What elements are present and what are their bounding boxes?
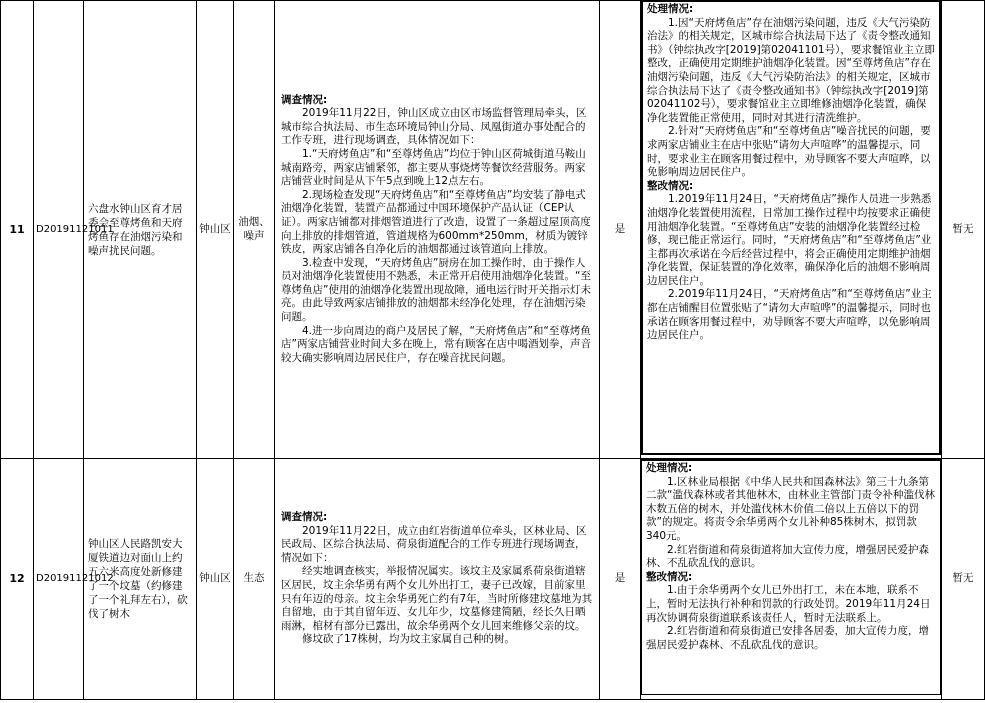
survey-cell	[275, 459, 600, 700]
handling-paragraph: 1.区林业局根据《中华人民共和国森林法》第三十九条第二款“滥伐森林或者其他林木，由林业主管部门责令补种滥伐林木数五倍的树木，并处滥伐林木价值二倍以上五倍以下的罚款”的规定。将责令余华勇两个女儿补种85株树木，拟罚款340元。	[646, 475, 935, 542]
complaint-issue: 钟山区人民路凯安大厦铁道边对面山上约五六米高度处新修建了一个坟墓（约修建了一个礼拜左右），砍伐了树木	[84, 459, 197, 700]
pollution-type: 生态	[234, 459, 275, 700]
survey-paragraph: 2019年11月22日，成立由红岩街道单位牵头，区林业局、区民政局、区综合执法局、荷泉街道配合的工作专班进行现场调查，情况如下：	[281, 524, 587, 564]
handling-cell[interactable]	[641, 1, 942, 459]
district: 钟山区	[197, 459, 234, 700]
status: 暂无	[942, 1, 985, 459]
rectify-paragraph: 2.2019年11月24日，“天府烤鱼店”和“至尊烤鱼店”业主都在店铺醒目位置张贴了“请勿大声喧哗”的温馨提示，同时也承诺在顾客用餐过程中，劝导顾客不要大声喧哗，以免影响周边居民住户。	[647, 288, 932, 342]
complaint-code: D20191121012	[34, 459, 84, 700]
survey-paragraph: 修坟砍了17株树，均为坟主家属自己种的树。	[302, 633, 515, 646]
survey-cell	[275, 1, 600, 459]
rectify-paragraph: 1.2019年11月24日，“天府烤鱼店”操作人员进一步熟悉油烟净化装置使用流程，日常加工操作过程中均按要求正确使用油烟净化装置。“至尊烤鱼店”安装的油烟净化装置经过检修，现已能正常运行。同时，“天府烤鱼店”和“至尊烤鱼店”业主都再次承诺在今后经营过程中，将会正确使用定期维护油烟净化装置，保证装置的净化效率，确保净化后的油烟不影响周边居民住户。	[647, 193, 932, 287]
survey-heading: 调查情况:	[281, 511, 328, 524]
rectify-heading: 整改情况:	[647, 179, 694, 192]
verified-flag: 是	[600, 459, 641, 700]
rectify-heading: 整改情况:	[646, 570, 693, 583]
table-row	[1, 1, 985, 459]
survey-paragraph: 经实地调查核实，举报情况属实。该坟主及家属系荷泉街道辖区居民，坟主余华勇有两个女儿外出打工，妻子已改嫁，目前家里只有年迈的母亲。坟主余华勇死亡约有7年，当时所修建坟墓地为其自留地，由于其自留年迈、女儿年少，坟墓修建简陋，经长久日晒雨淋，棺材有部分已露出，故余华勇两个女儿回来维修父亲的坟。	[281, 565, 593, 632]
handling-paragraph: 2.红岩街道和荷泉街道将加大宣传力度，增强居民爱护森林、不乱砍乱伐的意识。	[646, 543, 930, 570]
handling-box	[641, 459, 941, 695]
handling-heading: 处理情况:	[647, 3, 694, 15]
survey-heading: 调查情况:	[281, 93, 328, 106]
survey-paragraph: 2019年11月22日，钟山区成立由区市场监督管理局牵头，区城市综合执法局、市生态环境局钟山分局、凤凰街道办事处配合的工作专班，进行现场调查，具体情况如下：	[281, 107, 587, 147]
pollution-type: 油烟、噪声	[234, 1, 275, 459]
survey-paragraph: 4.进一步向周边的商户及居民了解，“天府烤鱼店”和“至尊烤鱼店”两家店铺营业时间大多在晚上，常有顾客在店中喝酒划拳，声音较大确实影响周边居民住户，存在噪音扰民问题。	[281, 324, 591, 364]
handling-box	[641, 1, 941, 455]
district: 钟山区	[197, 1, 234, 459]
complaint-code: D20191121011	[34, 1, 84, 459]
row-number: 11	[1, 1, 34, 459]
handling-paragraph: 1.因“天府烤鱼店”存在油烟污染问题，违反《大气污染防治法》的相关规定，区城市综合执法局下达了《责令整改通知书》（钟综执改字[2019]第02041101号），要求餐馆业主立即整改，正确使用定期维护油烟净化装置。因“至尊烤鱼店”存在油烟污染问题，违反《大气污染防治法》的相关规定，区城市综合执法局下达了《责令整改通知书》（钟综执改字[2019]第02041102号），要求餐馆业主立即维修油烟净化装置，确保净化装置能正常使用，同时对其进行清洗维护。	[647, 16, 935, 124]
row-number: 12	[1, 459, 34, 700]
survey-paragraph: 1.“天府烤鱼店”和“至尊烤鱼店”均位于钟山区荷城街道马鞍山城南路旁，两家店铺紧邻，都主要从事烧烤等餐饮经营服务。两家店铺营业时间是从下午5点到晚上12点左右。	[281, 147, 586, 188]
table-row	[1, 459, 985, 700]
survey-paragraph: 3.检查中发现，“天府烤鱼店”厨房在加工操作时，由于操作人员对油烟净化装置使用不熟悉，未正常开启使用油烟净化装置。“至尊烤鱼店”使用的油烟净化装置出现故障，通电运行时开关指示灯未亮。由此导致两家店铺排放的油烟都未经净化处理，存在油烟污染问题。	[281, 256, 591, 324]
handling-cell	[641, 459, 942, 700]
rectify-paragraph: 2.红岩街道和荷泉街道已安排各居委，加大宣传力度，增强居民爱护森林、不乱砍乱伐的意识。	[646, 625, 930, 651]
handling-heading: 处理情况:	[646, 462, 693, 474]
complaint-issue: 六盘水钟山区育才居委会至尊烤鱼和天府烤鱼存在油烟污染和噪声扰民问题。	[84, 1, 197, 459]
status: 暂无	[942, 459, 985, 700]
handling-paragraph: 2.针对“天府烤鱼店”和“至尊烤鱼店”噪音扰民的问题，要求两家店铺业主在店中张贴“请勿大声喧哗”的温馨提示，同时，要求业主在顾客用餐过程中，劝导顾客不要大声喧哗，以免影响周边居民住户。	[647, 125, 931, 179]
verified-flag: 是	[600, 1, 641, 459]
survey-paragraph: 2.现场检查发现“天府烤鱼店”和“至尊烤鱼店”均安装了静电式油烟净化装置，装置产品都通过中国环境保护产品认证（CEP认证）。两家店铺都对排烟管道进行了改造，设置了一条超过屋顶高度向上排放的排烟管道，管道规格为600mm*250mm，材质为镀锌铁皮，两家店铺各自净化后的油烟都通过该管道向上排放。	[281, 188, 591, 256]
rectify-paragraph: 1.由于余华勇两个女儿已外出打工，未在本地，联系不上，暂时无法执行补种和罚款的行政处罚。2019年11月24日再次协调荷泉街道联系该责任人，暂时无法联系上。	[646, 584, 931, 624]
